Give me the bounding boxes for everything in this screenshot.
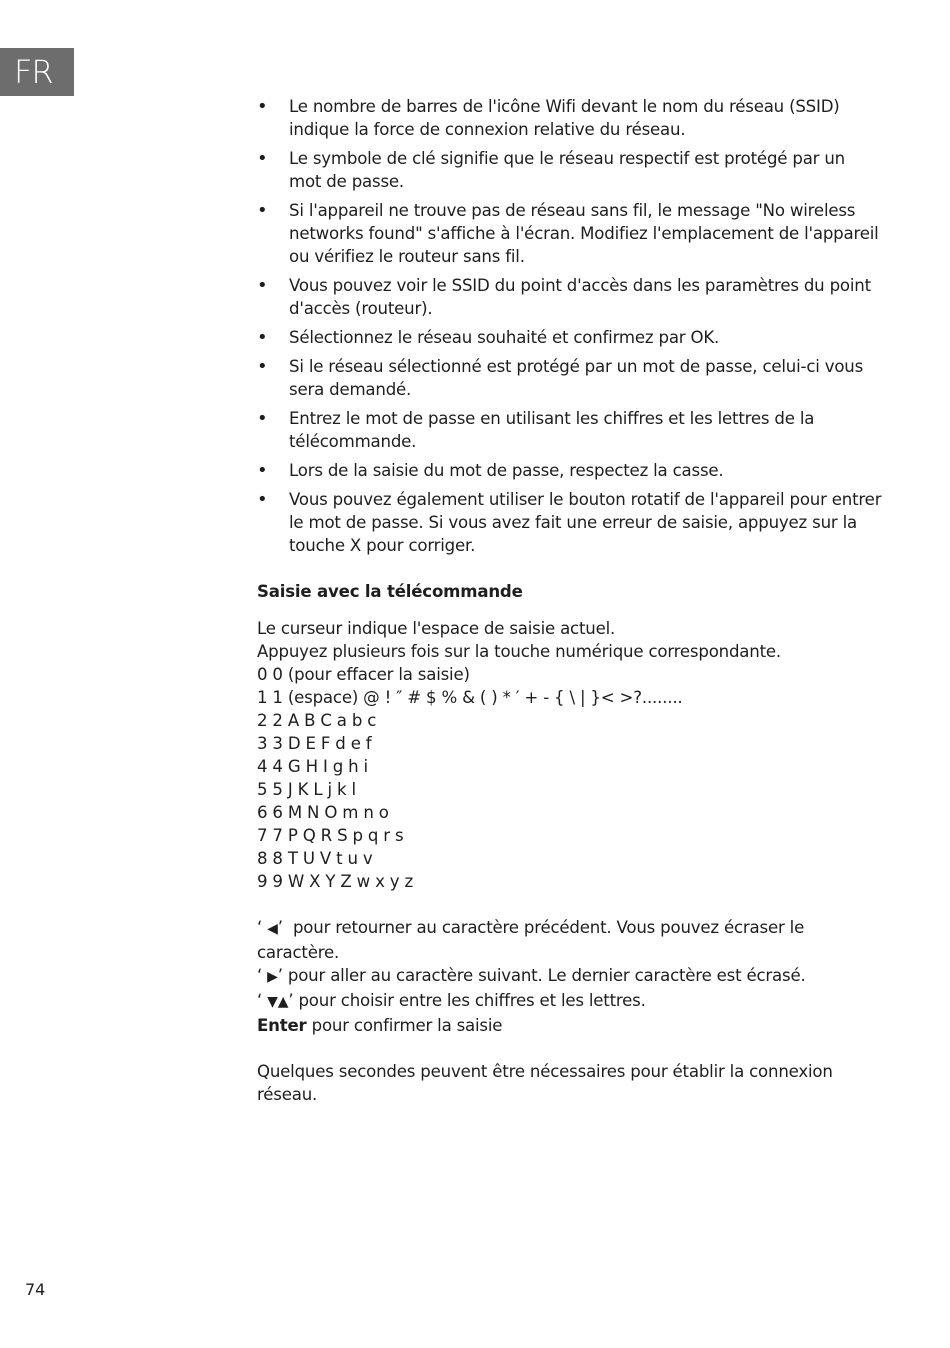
page-content xyxy=(257,95,882,1106)
key-map-line: 0 0 (pour effacer la saisie) xyxy=(257,665,470,684)
nav-left-text: pour retourner au caractère précédent. Vous pouvez écraser le caractère. xyxy=(257,918,805,962)
arrow-up-icon: ▲ xyxy=(277,994,289,1010)
list-item: • Entrez le mot de passe en utilisant les chiffres et les lettres de la télécommande. xyxy=(257,407,882,453)
key-map-line: 7 7 P Q R S p q r s xyxy=(257,826,404,845)
list-item: • Le symbole de clé signifie que le réseau respectif est protégé par un mot de passe. xyxy=(257,147,882,193)
key-map xyxy=(257,663,882,893)
closing-paragraph: Quelques secondes peuvent être nécessaires pour établir la connexion réseau. xyxy=(257,1062,833,1104)
intro-line: Appuyez plusieurs fois sur la touche numérique correspondante. xyxy=(257,642,781,661)
section-heading: Saisie avec la télécommande xyxy=(257,582,523,601)
list-item: • Sélectionnez le réseau souhaité et confirmez par OK. xyxy=(257,326,882,349)
key-map-line: 5 5 J K L j k l xyxy=(257,780,356,799)
nav-updown-line: ‘ ▼▲’ pour choisir entre les chiffres et les lettres. xyxy=(257,991,646,1010)
enter-line xyxy=(257,1014,882,1037)
intro-line: Le curseur indique l'espace de saisie actuel. xyxy=(257,619,616,638)
list-item: • Le nombre de barres de l'icône Wifi devant le nom du réseau (SSID) indique la force de connexion relative du réseau. xyxy=(257,95,882,141)
list-item: • Lors de la saisie du mot de passe, respectez la casse. xyxy=(257,459,882,482)
nav-updown-text: pour choisir entre les chiffres et les lettres. xyxy=(298,991,646,1010)
list-item: • Vous pouvez voir le SSID du point d'accès dans les paramètres du point d'accès (routeur). xyxy=(257,274,882,320)
enter-label: Enter xyxy=(257,1016,307,1035)
list-item: • Si l'appareil ne trouve pas de réseau sans fil, le message "No wireless networks found" s'affiche à l'écran. Modifiez l'emplacement de l'appareil ou vérifiez le routeur sans fil. xyxy=(257,199,882,268)
language-tab: FR xyxy=(0,48,74,96)
key-map-line: 8 8 T U V t u v xyxy=(257,849,373,868)
enter-text: pour confirmer la saisie xyxy=(311,1016,503,1035)
key-map-line: 9 9 W X Y Z w x y z xyxy=(257,872,413,891)
arrow-left-icon: ◀ xyxy=(267,921,278,937)
list-item: • Si le réseau sélectionné est protégé par un mot de passe, celui-ci vous sera demandé. xyxy=(257,355,882,401)
key-map-line: 3 3 D E F d e f xyxy=(257,734,372,753)
key-map-line: 1 1 (espace) @ ! ″ # $ % & ( ) * ′ + - { \ | }< >?........ xyxy=(257,688,683,707)
arrow-right-icon: ▶ xyxy=(267,969,278,985)
key-map-line: 4 4 G H I g h i xyxy=(257,757,368,776)
page-number: 74 xyxy=(25,1280,46,1299)
arrow-down-icon: ▼ xyxy=(267,994,278,1010)
key-map-line: 2 2 A B C a b c xyxy=(257,711,377,730)
nav-left-line: ‘ ◀’ pour retourner au caractère précédent. Vous pouvez écraser le caractère. xyxy=(257,918,805,962)
list-item: • Vous pouvez également utiliser le bouton rotatif de l'appareil pour entrer le mot de passe. Si vous avez fait une erreur de saisie, appuyez sur la touche X pour corriger. xyxy=(257,488,882,557)
bullet-list xyxy=(257,95,882,557)
nav-right-line: ‘ ▶’ pour aller au caractère suivant. Le dernier caractère est écrasé. xyxy=(257,966,806,985)
key-map-line: 6 6 M N O m n o xyxy=(257,803,389,822)
spacer xyxy=(257,893,882,916)
nav-right-text: pour aller au caractère suivant. Le dernier caractère est écrasé. xyxy=(287,966,806,985)
spacer xyxy=(257,1037,882,1060)
